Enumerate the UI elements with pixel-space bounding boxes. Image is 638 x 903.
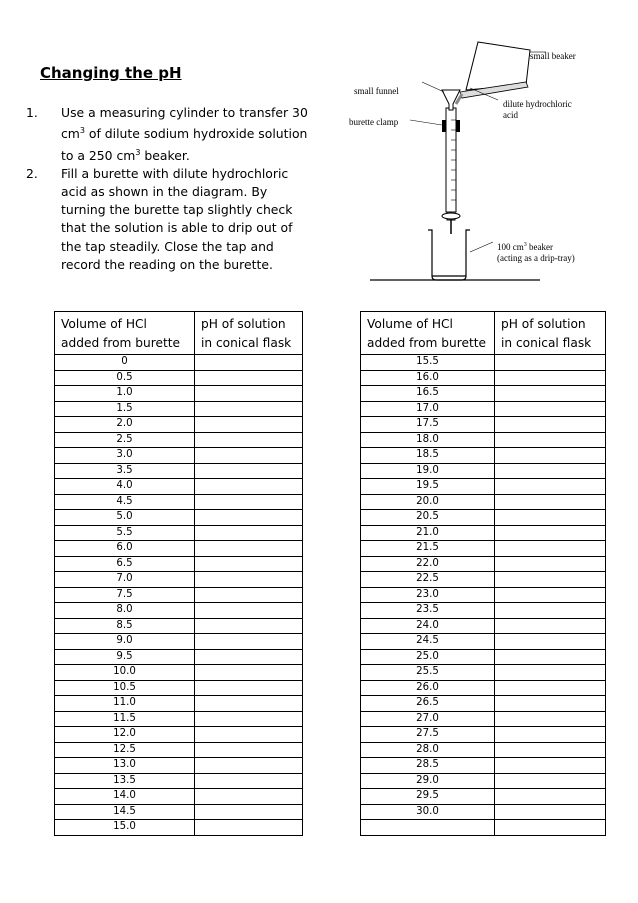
ph-input-cell[interactable]	[495, 758, 606, 774]
ph-input-cell[interactable]	[195, 711, 303, 727]
table-row	[55, 789, 303, 805]
table-row	[361, 680, 606, 696]
volume-cell: 8.5	[55, 618, 195, 634]
volume-cell: 29.0	[361, 773, 495, 789]
volume-cell: 5.0	[55, 510, 195, 526]
table-row	[361, 572, 606, 588]
volume-cell: 16.5	[361, 386, 495, 402]
volume-cell: 14.0	[55, 789, 195, 805]
volume-cell: 12.0	[55, 727, 195, 743]
table-row	[55, 711, 303, 727]
volume-cell: 1.5	[55, 401, 195, 417]
volume-cell: 23.5	[361, 603, 495, 619]
volume-cell: 18.0	[361, 432, 495, 448]
volume-cell: 26.5	[361, 696, 495, 712]
table-row	[361, 587, 606, 603]
table-row	[361, 510, 606, 526]
ph-input-cell[interactable]	[495, 494, 606, 510]
table-row	[361, 417, 606, 433]
table-row	[361, 758, 606, 774]
ph-input-cell[interactable]	[195, 572, 303, 588]
volume-cell: 29.5	[361, 789, 495, 805]
volume-cell: 2.0	[55, 417, 195, 433]
table-row	[361, 820, 606, 836]
table-row	[55, 541, 303, 557]
volume-cell: 26.0	[361, 680, 495, 696]
ph-input-cell[interactable]	[195, 680, 303, 696]
label-small-beaker: small beaker	[530, 51, 576, 61]
label-burette-clamp: burette clamp	[349, 117, 399, 127]
drip-tray-beaker	[428, 230, 470, 280]
col-header-ph: pH of solution in conical flask	[495, 312, 606, 355]
ph-input-cell[interactable]	[495, 789, 606, 805]
ph-input-cell[interactable]	[495, 386, 606, 402]
ph-input-cell[interactable]	[495, 711, 606, 727]
ph-input-cell[interactable]	[495, 587, 606, 603]
col-header-ph: pH of solution in conical flask	[195, 312, 303, 355]
table-row	[361, 386, 606, 402]
ph-input-cell[interactable]	[195, 556, 303, 572]
table-row	[361, 525, 606, 541]
col-header-volume: Volume of HCl added from burette	[361, 312, 495, 355]
table-row	[361, 494, 606, 510]
table-row	[361, 727, 606, 743]
ph-input-cell[interactable]	[495, 680, 606, 696]
ph-input-cell[interactable]	[195, 696, 303, 712]
volume-cell: 13.0	[55, 758, 195, 774]
ph-input-cell[interactable]	[195, 448, 303, 464]
table-row	[55, 556, 303, 572]
volume-cell: 19.0	[361, 463, 495, 479]
ph-input-cell[interactable]	[195, 541, 303, 557]
ph-input-cell[interactable]	[495, 432, 606, 448]
volume-cell: 21.5	[361, 541, 495, 557]
volume-cell: 10.0	[55, 665, 195, 681]
ph-input-cell[interactable]	[495, 525, 606, 541]
table-row	[55, 355, 303, 371]
ph-input-cell[interactable]	[495, 696, 606, 712]
volume-cell: 19.5	[361, 479, 495, 495]
table-row	[55, 618, 303, 634]
table-header-row	[361, 312, 606, 355]
table-row	[361, 541, 606, 557]
ph-input-cell[interactable]	[195, 386, 303, 402]
volume-cell: 24.5	[361, 634, 495, 650]
table-row	[55, 401, 303, 417]
table-row	[55, 432, 303, 448]
step-text: beaker.	[140, 147, 190, 163]
superscript: 3	[79, 126, 85, 136]
table-row	[55, 773, 303, 789]
instruction-list	[24, 104, 314, 274]
ph-input-cell[interactable]	[195, 742, 303, 758]
volume-cell: 1.0	[55, 386, 195, 402]
volume-cell: 6.0	[55, 541, 195, 557]
ph-input-cell[interactable]	[495, 820, 606, 836]
step-text: Use a measuring cylinder to transfer 30 cm	[61, 105, 308, 142]
table-row	[361, 618, 606, 634]
volume-cell: 9.5	[55, 649, 195, 665]
table-row	[361, 401, 606, 417]
ph-input-cell[interactable]	[495, 401, 606, 417]
table-row	[55, 742, 303, 758]
ph-input-cell[interactable]	[195, 727, 303, 743]
table-row	[55, 386, 303, 402]
ph-input-cell[interactable]	[495, 541, 606, 557]
ph-input-cell[interactable]	[495, 649, 606, 665]
volume-cell: 2.5	[55, 432, 195, 448]
volume-cell: 27.5	[361, 727, 495, 743]
table-row	[55, 525, 303, 541]
volume-cell: 15.5	[361, 355, 495, 371]
ph-input-cell[interactable]	[495, 773, 606, 789]
ph-input-cell[interactable]	[195, 401, 303, 417]
ph-input-cell[interactable]	[195, 773, 303, 789]
volume-cell: 14.5	[55, 804, 195, 820]
table-row	[55, 804, 303, 820]
volume-cell: 30.0	[361, 804, 495, 820]
instruction-step-2	[24, 165, 314, 274]
ph-input-cell[interactable]	[495, 417, 606, 433]
table-row	[361, 603, 606, 619]
burette-clamp	[442, 120, 446, 132]
volume-cell: 4.5	[55, 494, 195, 510]
volume-cell: 13.5	[55, 773, 195, 789]
ph-input-cell[interactable]	[495, 572, 606, 588]
ph-input-cell[interactable]	[195, 804, 303, 820]
ph-input-cell[interactable]	[495, 370, 606, 386]
instruction-step-1	[24, 104, 314, 165]
ph-input-cell[interactable]	[495, 742, 606, 758]
volume-cell: 18.5	[361, 448, 495, 464]
table-row	[361, 804, 606, 820]
page-title: Changing the pH	[40, 64, 182, 82]
table-row	[361, 370, 606, 386]
table-header-row	[55, 312, 303, 355]
volume-cell: 27.0	[361, 711, 495, 727]
volume-cell: 3.0	[55, 448, 195, 464]
table-row	[55, 448, 303, 464]
volume-cell: 15.0	[55, 820, 195, 836]
volume-cell: 25.5	[361, 665, 495, 681]
ph-input-cell[interactable]	[195, 417, 303, 433]
volume-cell: 22.5	[361, 572, 495, 588]
volume-cell: 0.5	[55, 370, 195, 386]
table-row	[361, 479, 606, 495]
volume-cell: 12.5	[55, 742, 195, 758]
ph-input-cell[interactable]	[495, 727, 606, 743]
table-row	[361, 448, 606, 464]
ph-input-cell[interactable]	[195, 618, 303, 634]
volume-cell: 21.0	[361, 525, 495, 541]
leader-line	[470, 242, 493, 252]
ph-input-cell[interactable]	[495, 463, 606, 479]
ph-input-cell[interactable]	[195, 634, 303, 650]
volume-cell: 11.0	[55, 696, 195, 712]
table-row	[55, 649, 303, 665]
volume-cell: 28.5	[361, 758, 495, 774]
volume-cell: 0	[55, 355, 195, 371]
volume-cell: 5.5	[55, 525, 195, 541]
volume-cell: 23.0	[361, 587, 495, 603]
step-number: 1.	[26, 105, 38, 120]
ph-input-cell[interactable]	[195, 820, 303, 836]
tap-handle	[442, 213, 460, 219]
ph-input-cell[interactable]	[195, 479, 303, 495]
label-small-funnel: small funnel	[354, 86, 399, 96]
ph-input-cell[interactable]	[495, 804, 606, 820]
ph-input-cell[interactable]	[495, 618, 606, 634]
volume-cell: 10.5	[55, 680, 195, 696]
superscript: 3	[135, 147, 141, 157]
ph-input-cell[interactable]	[195, 789, 303, 805]
volume-cell: 7.5	[55, 587, 195, 603]
table-row	[55, 463, 303, 479]
table-row	[55, 603, 303, 619]
ph-input-cell[interactable]	[495, 665, 606, 681]
volume-cell: 17.0	[361, 401, 495, 417]
volume-cell: 24.0	[361, 618, 495, 634]
table-row	[55, 665, 303, 681]
table-row	[55, 680, 303, 696]
ph-input-cell[interactable]	[195, 494, 303, 510]
table-body	[361, 355, 606, 836]
volume-cell: 7.0	[55, 572, 195, 588]
ph-input-cell[interactable]	[195, 649, 303, 665]
table-row	[55, 758, 303, 774]
table-row	[55, 494, 303, 510]
table-row	[361, 789, 606, 805]
ph-input-cell[interactable]	[195, 758, 303, 774]
volume-cell: 16.0	[361, 370, 495, 386]
table-row	[361, 696, 606, 712]
table-row	[55, 587, 303, 603]
table-row	[361, 556, 606, 572]
step-text: of dilute sodium hydroxide solution to a 250 cm	[61, 126, 308, 163]
leader-line	[410, 120, 442, 125]
table-row	[361, 773, 606, 789]
table-row	[361, 711, 606, 727]
volume-cell: 25.0	[361, 649, 495, 665]
table-row	[361, 649, 606, 665]
ph-input-cell[interactable]	[195, 355, 303, 371]
table-row	[361, 463, 606, 479]
table-row	[55, 634, 303, 650]
table-row	[55, 370, 303, 386]
leader-line	[422, 82, 444, 92]
results-table-right	[360, 311, 606, 836]
table-row	[55, 727, 303, 743]
volume-cell	[361, 820, 495, 836]
table-body	[55, 355, 303, 836]
label-100cm3-beaker: 100 $cm^3$ beaker (acting as a drip-tray)	[497, 242, 575, 263]
table-row	[55, 417, 303, 433]
volume-cell: 3.5	[55, 463, 195, 479]
ph-input-cell[interactable]	[195, 510, 303, 526]
ph-input-cell[interactable]	[195, 587, 303, 603]
volume-cell: 6.5	[55, 556, 195, 572]
ph-input-cell[interactable]	[195, 603, 303, 619]
ph-input-cell[interactable]	[495, 556, 606, 572]
table-row	[55, 510, 303, 526]
ph-input-cell[interactable]	[495, 355, 606, 371]
col-header-volume: Volume of HCl added from burette	[55, 312, 195, 355]
ph-input-cell[interactable]	[495, 634, 606, 650]
table-row	[55, 479, 303, 495]
ph-input-cell[interactable]	[195, 432, 303, 448]
ph-input-cell[interactable]	[195, 525, 303, 541]
volume-cell: 17.5	[361, 417, 495, 433]
table-row	[361, 634, 606, 650]
volume-cell: 8.0	[55, 603, 195, 619]
volume-cell: 20.5	[361, 510, 495, 526]
volume-cell: 20.0	[361, 494, 495, 510]
volume-cell: 22.0	[361, 556, 495, 572]
table-row	[361, 355, 606, 371]
table-row	[361, 665, 606, 681]
ph-input-cell[interactable]	[195, 370, 303, 386]
ph-input-cell[interactable]	[495, 479, 606, 495]
step-text: Fill a burette with dilute hydrochloric acid as shown in the diagram. By turning the burette tap slightly check that the solution is able to drip out of the tap steadily. Close the tap and record the reading on the burette.	[61, 165, 293, 272]
table-row	[55, 820, 303, 836]
results-table-left	[54, 311, 303, 836]
volume-cell: 9.0	[55, 634, 195, 650]
ph-input-cell[interactable]	[195, 665, 303, 681]
ph-input-cell[interactable]	[195, 463, 303, 479]
table-row	[55, 696, 303, 712]
volume-cell: 11.5	[55, 711, 195, 727]
table-row	[55, 572, 303, 588]
step-number: 2.	[26, 165, 38, 181]
label-dilute-hcl: dilute hydrochloric acid	[503, 99, 572, 120]
ph-input-cell[interactable]	[495, 448, 606, 464]
volume-cell: 4.0	[55, 479, 195, 495]
table-row	[361, 432, 606, 448]
table-row	[361, 742, 606, 758]
ph-input-cell[interactable]	[495, 603, 606, 619]
ph-input-cell[interactable]	[495, 510, 606, 526]
volume-cell: 28.0	[361, 742, 495, 758]
